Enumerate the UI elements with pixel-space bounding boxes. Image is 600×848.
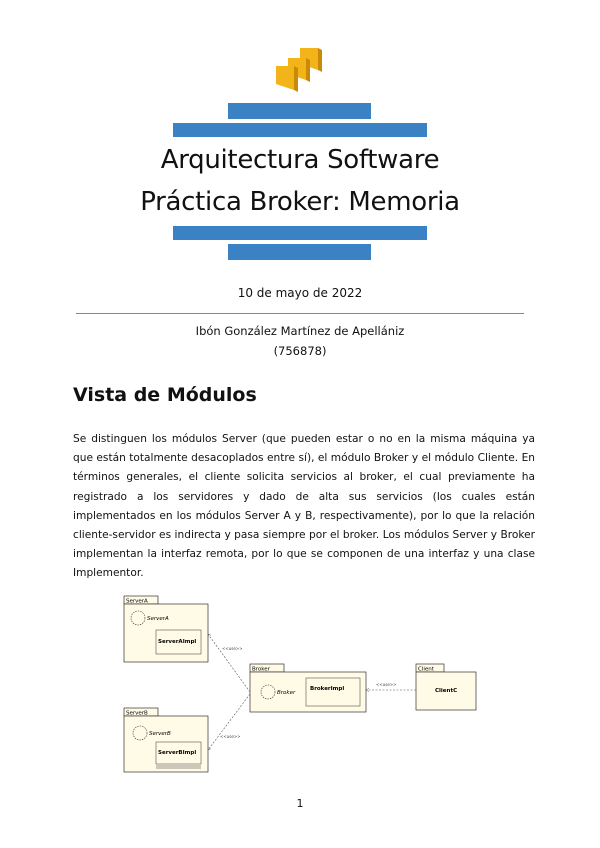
package-client — [416, 664, 476, 710]
dependency-broker-server-b — [208, 694, 250, 750]
author-name: Ibón González Martínez de Apellániz — [195, 324, 405, 338]
impl-label: ClientC — [435, 688, 458, 694]
package-label: ServerB — [126, 710, 148, 717]
author-id: (756878) — [273, 344, 327, 358]
section-paragraph: Se distinguen los módulos Server (que pueden estar o no en la misma máquina ya que están totalmente desacoplados entre sí), el módulo Broker y el módulo Cliente. En términos generales, el cliente solicita servicios al broker, el cual previamente ha registrado a los servidores y dado de alta sus servicios (los cuales están implementados en los módulos Server A y B, respectivamente), por lo que la relación cliente-servidor es indirecta y pasa siempre por el broker. Los módulos Server y Broker implementan la interfaz remota, por lo que se componen de una interfaz y una clase Implementor. — [73, 433, 535, 580]
package-label: Broker — [252, 666, 270, 673]
interface-label: ServerA — [147, 616, 169, 622]
impl-label: ServerBImpl — [158, 750, 197, 756]
impl-label: ServerAImpl — [158, 639, 197, 645]
package-server-a — [124, 596, 208, 662]
package-label: Client — [418, 666, 434, 673]
page-number: 1 — [296, 797, 304, 810]
document-title-line2: Práctica Broker: Memoria — [140, 187, 460, 217]
interface-label: ServerB — [149, 731, 171, 737]
stacked-books-logo-icon — [268, 44, 330, 96]
interface-label: Broker — [277, 690, 296, 696]
divider-line — [76, 313, 524, 314]
decorative-bar-top-short — [228, 103, 371, 119]
impl-label: BrokerImpl — [310, 686, 345, 692]
package-server-b — [124, 708, 208, 772]
package-broker — [250, 664, 366, 712]
package-label: ServerA — [126, 598, 148, 605]
dependency-label: <<use>> — [220, 734, 241, 739]
section-heading: Vista de Módulos — [73, 384, 257, 406]
document-title-line1: Arquitectura Software — [160, 145, 440, 175]
dependency-label: <<use>> — [222, 646, 243, 651]
document-date: 10 de mayo de 2022 — [237, 286, 363, 300]
decorative-bar-bottom-long — [173, 226, 427, 240]
dependency-label: <<use>> — [376, 682, 397, 687]
decorative-bar-top-long — [173, 123, 427, 137]
dependency-broker-server-a — [208, 634, 250, 692]
decorative-bar-bottom-short — [228, 244, 371, 260]
module-diagram — [110, 590, 490, 780]
